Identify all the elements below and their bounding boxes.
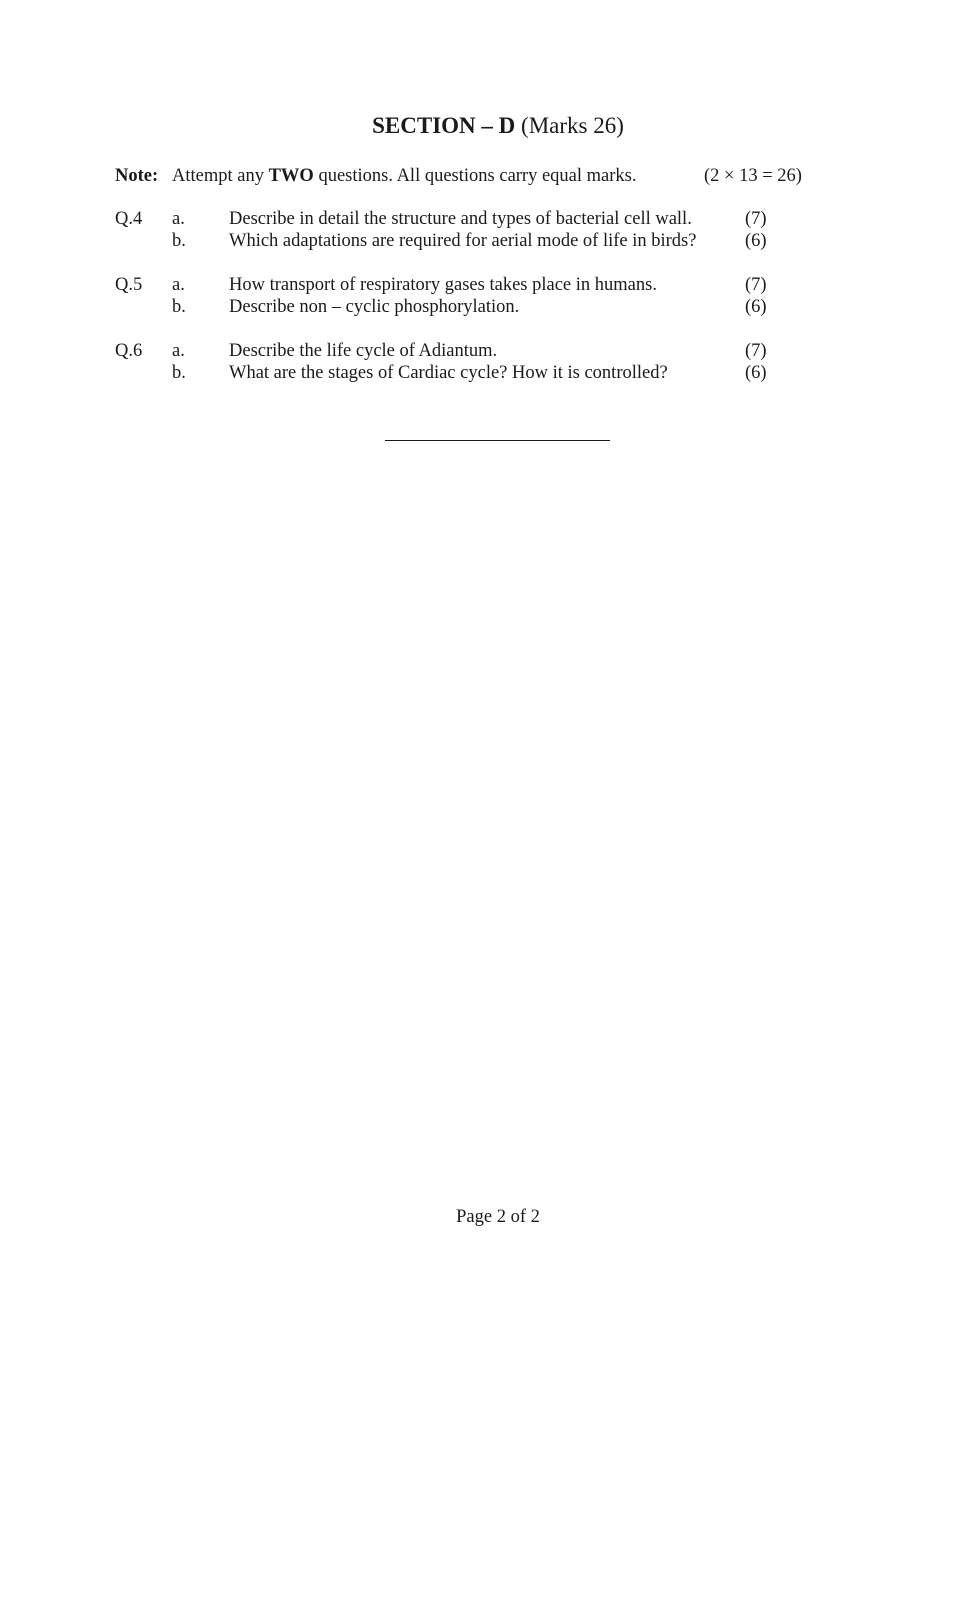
part-text: Describe the life cycle of Adiantum.: [229, 341, 498, 361]
section-title-marks: (Marks 26): [521, 113, 624, 138]
question-part: [115, 340, 775, 362]
note-text: [172, 164, 637, 188]
part-letter: a.: [172, 209, 185, 229]
part-marks: (6): [745, 363, 767, 383]
page-number: Page 2 of 2: [456, 1207, 540, 1227]
question-part: [115, 296, 775, 318]
part-marks: (7): [745, 275, 767, 295]
part-marks: (6): [745, 297, 767, 317]
note-label: Note:: [115, 166, 159, 186]
part-marks: (7): [745, 341, 767, 361]
part-letter: b.: [172, 297, 186, 317]
end-divider: [385, 440, 610, 441]
section-title: [0, 112, 971, 140]
note-text-bold: TWO: [268, 166, 314, 186]
question-q5: [115, 274, 775, 318]
part-text: How transport of respiratory gases takes place in humans.: [229, 275, 657, 295]
note-marks: (2 × 13 = 26): [704, 166, 802, 186]
question-q4: [115, 208, 775, 252]
note-text-after: questions. All questions carry equal marks.: [313, 166, 637, 186]
part-letter: a.: [172, 341, 185, 361]
part-marks: (7): [745, 209, 767, 229]
part-text: Describe non – cyclic phosphorylation.: [229, 297, 520, 317]
part-text: Which adaptations are required for aerial mode of life in birds?: [229, 231, 697, 251]
question-number: Q.4: [115, 209, 143, 229]
part-text: What are the stages of Cardiac cycle? How it is controlled?: [229, 363, 668, 383]
part-text: Describe in detail the structure and types of bacterial cell wall.: [229, 209, 692, 229]
part-letter: b.: [172, 363, 186, 383]
question-q6: [115, 340, 775, 384]
part-letter: a.: [172, 275, 185, 295]
question-number: Q.5: [115, 275, 143, 295]
section-title-main: SECTION – D: [372, 113, 516, 138]
question-part: [115, 362, 775, 384]
question-part: [115, 230, 775, 252]
question-part: [115, 274, 775, 296]
question-number: Q.6: [115, 341, 143, 361]
part-marks: (6): [745, 231, 767, 251]
question-part: [115, 208, 775, 230]
part-letter: b.: [172, 231, 186, 251]
note-text-before: Attempt any: [172, 166, 269, 186]
